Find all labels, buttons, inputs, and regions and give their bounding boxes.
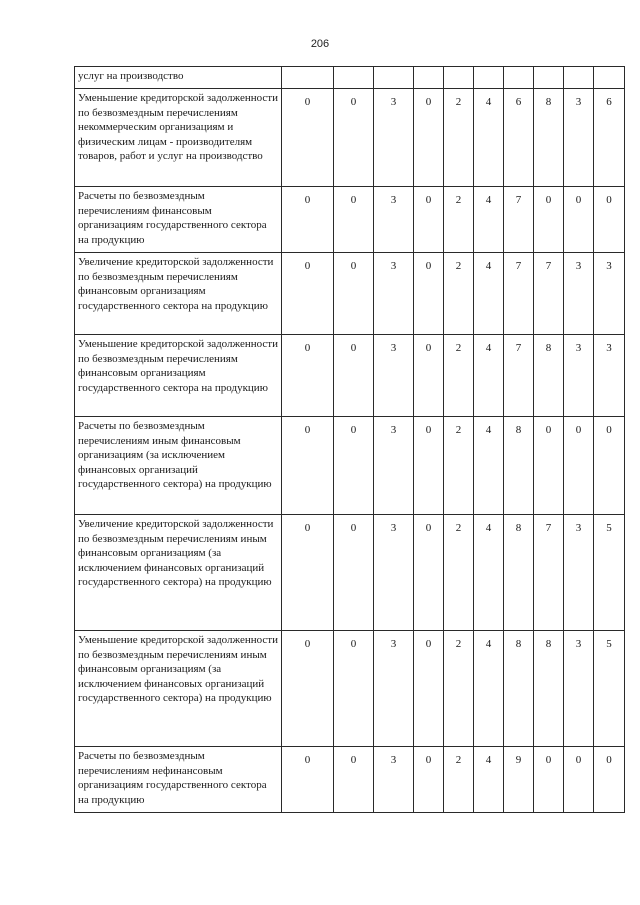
- code-digit-cell: 3: [374, 631, 414, 747]
- table-row: [75, 417, 625, 515]
- code-digit-cell: [504, 67, 534, 89]
- table-row: [75, 187, 625, 253]
- table-row: [75, 335, 625, 417]
- code-digit-cell: 2: [444, 89, 474, 187]
- code-digit-cell: 0: [534, 747, 564, 813]
- code-digit-cell: [414, 67, 444, 89]
- code-digit-cell: 4: [474, 187, 504, 253]
- code-digit-cell: 3: [564, 89, 594, 187]
- code-digit-cell: [474, 67, 504, 89]
- code-digit-cell: 0: [334, 335, 374, 417]
- table-row: [75, 631, 625, 747]
- page-number: 206: [310, 38, 330, 50]
- code-digit-cell: 3: [564, 631, 594, 747]
- row-description: Расчеты по безвозмездным перечислениям иным финансовым организациям (за исключением финансовых организаций государственного сектора) на продукцию: [75, 417, 282, 515]
- code-digit-cell: [594, 67, 625, 89]
- code-digit-cell: 3: [374, 89, 414, 187]
- code-digit-cell: 7: [504, 253, 534, 335]
- code-digit-cell: 9: [504, 747, 534, 813]
- code-digit-cell: 4: [474, 631, 504, 747]
- row-description: Увеличение кредиторской задолженности по безвозмездным перечислениям иным финансовым организациям (за исключением финансовых организаций государственного сектора) на продукцию: [75, 515, 282, 631]
- table-row: [75, 515, 625, 631]
- code-digit-cell: 7: [534, 515, 564, 631]
- code-digit-cell: 0: [564, 187, 594, 253]
- code-digit-cell: 2: [444, 417, 474, 515]
- code-digit-cell: [374, 67, 414, 89]
- row-description: Уменьшение кредиторской задолженности по безвозмездным перечислениям иным финансовым организациям (за исключением финансовых организаций государственного сектора) на продукцию: [75, 631, 282, 747]
- row-description: Увеличение кредиторской задолженности по безвозмездным перечислениям финансовым организациям государственного сектора на продукцию: [75, 253, 282, 335]
- code-digit-cell: 3: [374, 747, 414, 813]
- row-description: Уменьшение кредиторской задолженности по безвозмездным перечислениям финансовым организациям государственного сектора на продукцию: [75, 335, 282, 417]
- code-digit-cell: 4: [474, 515, 504, 631]
- code-digit-cell: 0: [414, 515, 444, 631]
- code-digit-cell: [334, 67, 374, 89]
- table-row: [75, 253, 625, 335]
- code-digit-cell: 0: [564, 417, 594, 515]
- code-digit-cell: 2: [444, 187, 474, 253]
- code-digit-cell: [282, 67, 334, 89]
- code-digit-cell: 0: [414, 89, 444, 187]
- code-digit-cell: 2: [444, 515, 474, 631]
- code-digit-cell: 0: [282, 89, 334, 187]
- code-digit-cell: 4: [474, 417, 504, 515]
- row-description: Расчеты по безвозмездным перечислениям финансовым организациям государственного сектора на продукцию: [75, 187, 282, 253]
- code-digit-cell: 0: [534, 417, 564, 515]
- code-digit-cell: 3: [594, 253, 625, 335]
- code-digit-cell: 4: [474, 747, 504, 813]
- row-description: Уменьшение кредиторской задолженности по безвозмездным перечислениям некоммерческим организациям и физическим лицам - производителям товаров, работ и услуг на производство: [75, 89, 282, 187]
- code-digit-cell: 0: [594, 417, 625, 515]
- code-digit-cell: 0: [334, 187, 374, 253]
- code-digit-cell: 4: [474, 253, 504, 335]
- code-digit-cell: 0: [282, 253, 334, 335]
- code-digit-cell: 3: [564, 335, 594, 417]
- code-digit-cell: 0: [282, 335, 334, 417]
- code-digit-cell: 2: [444, 335, 474, 417]
- code-digit-cell: 0: [334, 89, 374, 187]
- code-digit-cell: 3: [564, 253, 594, 335]
- code-digit-cell: 3: [374, 417, 414, 515]
- code-digit-cell: 5: [594, 515, 625, 631]
- code-digit-cell: 6: [594, 89, 625, 187]
- code-digit-cell: 2: [444, 747, 474, 813]
- code-digit-cell: 8: [534, 335, 564, 417]
- code-digit-cell: 2: [444, 253, 474, 335]
- code-digit-cell: 0: [282, 515, 334, 631]
- row-description: услуг на производство: [75, 67, 282, 89]
- code-digit-cell: 0: [282, 747, 334, 813]
- code-digit-cell: 7: [504, 187, 534, 253]
- code-digit-cell: 0: [334, 417, 374, 515]
- code-digit-cell: 3: [564, 515, 594, 631]
- code-digit-cell: 3: [374, 335, 414, 417]
- code-digit-cell: 3: [374, 515, 414, 631]
- code-digit-cell: 0: [282, 631, 334, 747]
- code-digit-cell: 0: [282, 187, 334, 253]
- code-digit-cell: 2: [444, 631, 474, 747]
- code-digit-cell: [534, 67, 564, 89]
- code-digit-cell: 8: [534, 89, 564, 187]
- code-digit-cell: 5: [594, 631, 625, 747]
- code-digit-cell: [444, 67, 474, 89]
- code-digit-cell: 8: [504, 631, 534, 747]
- code-digit-cell: 0: [334, 515, 374, 631]
- table-row: [75, 747, 625, 813]
- code-digit-cell: 8: [504, 417, 534, 515]
- code-digit-cell: 8: [504, 515, 534, 631]
- row-description: Расчеты по безвозмездным перечислениям нефинансовым организациям государственного сектора на продукцию: [75, 747, 282, 813]
- code-digit-cell: 0: [414, 335, 444, 417]
- code-digit-cell: 3: [374, 253, 414, 335]
- code-digit-cell: 0: [414, 631, 444, 747]
- table-row: [75, 89, 625, 187]
- code-digit-cell: 0: [334, 253, 374, 335]
- code-digit-cell: 4: [474, 335, 504, 417]
- code-digit-cell: 7: [534, 253, 564, 335]
- code-digit-cell: 0: [414, 253, 444, 335]
- code-digit-cell: [564, 67, 594, 89]
- code-digit-cell: 0: [534, 187, 564, 253]
- table-row: [75, 67, 625, 89]
- code-digit-cell: 0: [594, 747, 625, 813]
- code-digit-cell: 0: [282, 417, 334, 515]
- code-digit-cell: 0: [594, 187, 625, 253]
- code-digit-cell: 0: [414, 187, 444, 253]
- code-digit-cell: 0: [564, 747, 594, 813]
- code-digit-cell: 0: [414, 747, 444, 813]
- code-digit-cell: 8: [534, 631, 564, 747]
- code-digit-cell: 0: [334, 747, 374, 813]
- code-digit-cell: 3: [594, 335, 625, 417]
- table-body: [75, 67, 625, 813]
- code-digit-cell: 0: [334, 631, 374, 747]
- code-digit-cell: 4: [474, 89, 504, 187]
- account-codes-table: [74, 66, 625, 813]
- code-digit-cell: 7: [504, 335, 534, 417]
- code-digit-cell: 6: [504, 89, 534, 187]
- code-digit-cell: 3: [374, 187, 414, 253]
- code-digit-cell: 0: [414, 417, 444, 515]
